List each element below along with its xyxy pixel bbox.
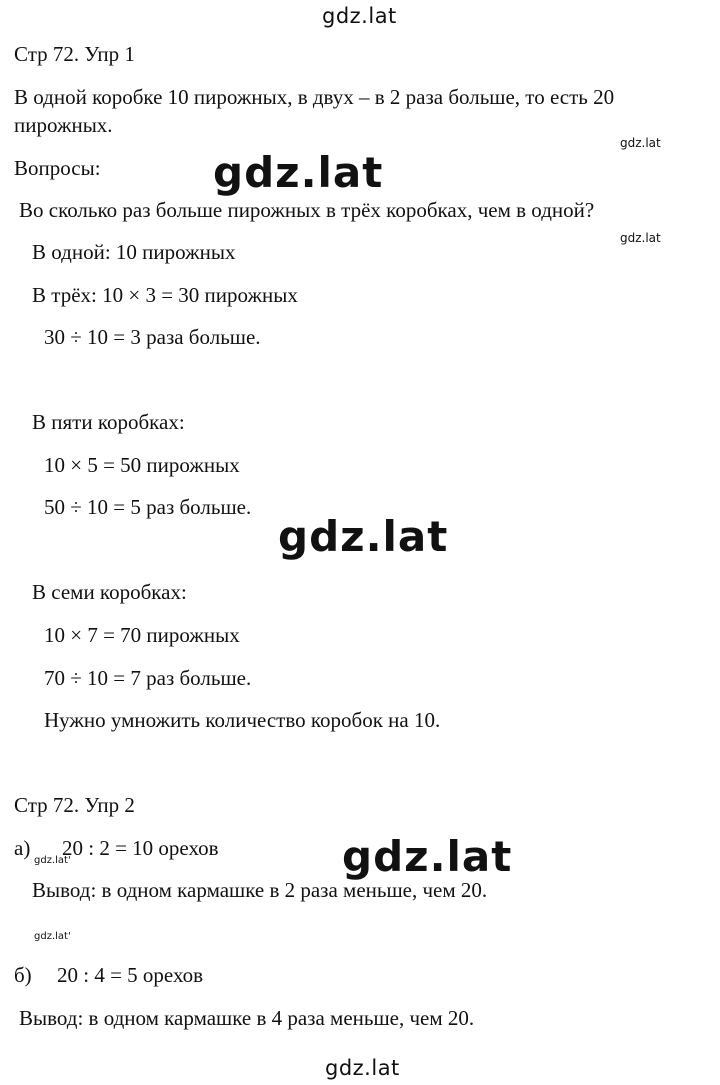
three-ratio-line: 30 ÷ 10 = 3 раза больше. xyxy=(44,325,261,349)
part-a-calc: 20 : 2 = 10 орехов xyxy=(62,836,219,860)
five-ratio-line: 50 ÷ 10 = 5 раз больше. xyxy=(44,495,252,519)
conclusion-line: Нужно умножить количество коробок на 10. xyxy=(44,708,441,732)
watermark-small: gdz.lat xyxy=(620,231,661,245)
part-a-conclusion: Вывод: в одном кармашке в 2 раза меньше, чем 20. xyxy=(32,878,488,902)
watermark-bottom: gdz.lat xyxy=(325,1056,400,1080)
five-calc-line: 10 × 5 = 50 пирожных xyxy=(44,453,240,477)
three-boxes-line: В трёх: 10 × 3 = 30 пирожных xyxy=(32,283,298,307)
watermark-tiny: gdz.lat' xyxy=(34,931,71,942)
part-b-label: б) xyxy=(14,963,32,987)
seven-calc-line: 10 × 7 = 70 пирожных xyxy=(44,623,240,647)
seven-ratio-line: 70 ÷ 10 = 7 раз больше. xyxy=(44,666,252,690)
watermark-tiny: gdz.lat' xyxy=(34,855,71,866)
watermark-small: gdz.lat xyxy=(620,136,661,150)
part-b-conclusion: Вывод: в одном кармашке в 4 раза меньше, чем 20. xyxy=(19,1006,475,1030)
five-boxes-label: В пяти коробках: xyxy=(32,410,185,434)
watermark-large: gdz.lat xyxy=(278,512,449,561)
part-a-label: а) xyxy=(14,836,31,860)
one-box-line: В одной: 10 пирожных xyxy=(32,240,236,264)
exercise1-header: Стр 72. Упр 1 xyxy=(14,42,135,66)
watermark-top: gdz.lat xyxy=(322,4,397,28)
watermark-large: gdz.lat xyxy=(213,148,384,197)
seven-boxes-label: В семи коробках: xyxy=(32,580,187,604)
part-b-calc: 20 : 4 = 5 орехов xyxy=(57,963,204,987)
exercise1-intro-line2: пирожных. xyxy=(14,113,113,137)
exercise2-header: Стр 72. Упр 2 xyxy=(14,793,135,817)
questions-label: Вопросы: xyxy=(14,156,101,180)
watermark-large: gdz.lat xyxy=(342,832,513,881)
question-text: Во сколько раз больше пирожных в трёх коробках, чем в одной? xyxy=(19,198,595,222)
exercise1-intro-line1: В одной коробке 10 пирожных, в двух – в 2 раза больше, то есть 20 xyxy=(14,85,615,109)
